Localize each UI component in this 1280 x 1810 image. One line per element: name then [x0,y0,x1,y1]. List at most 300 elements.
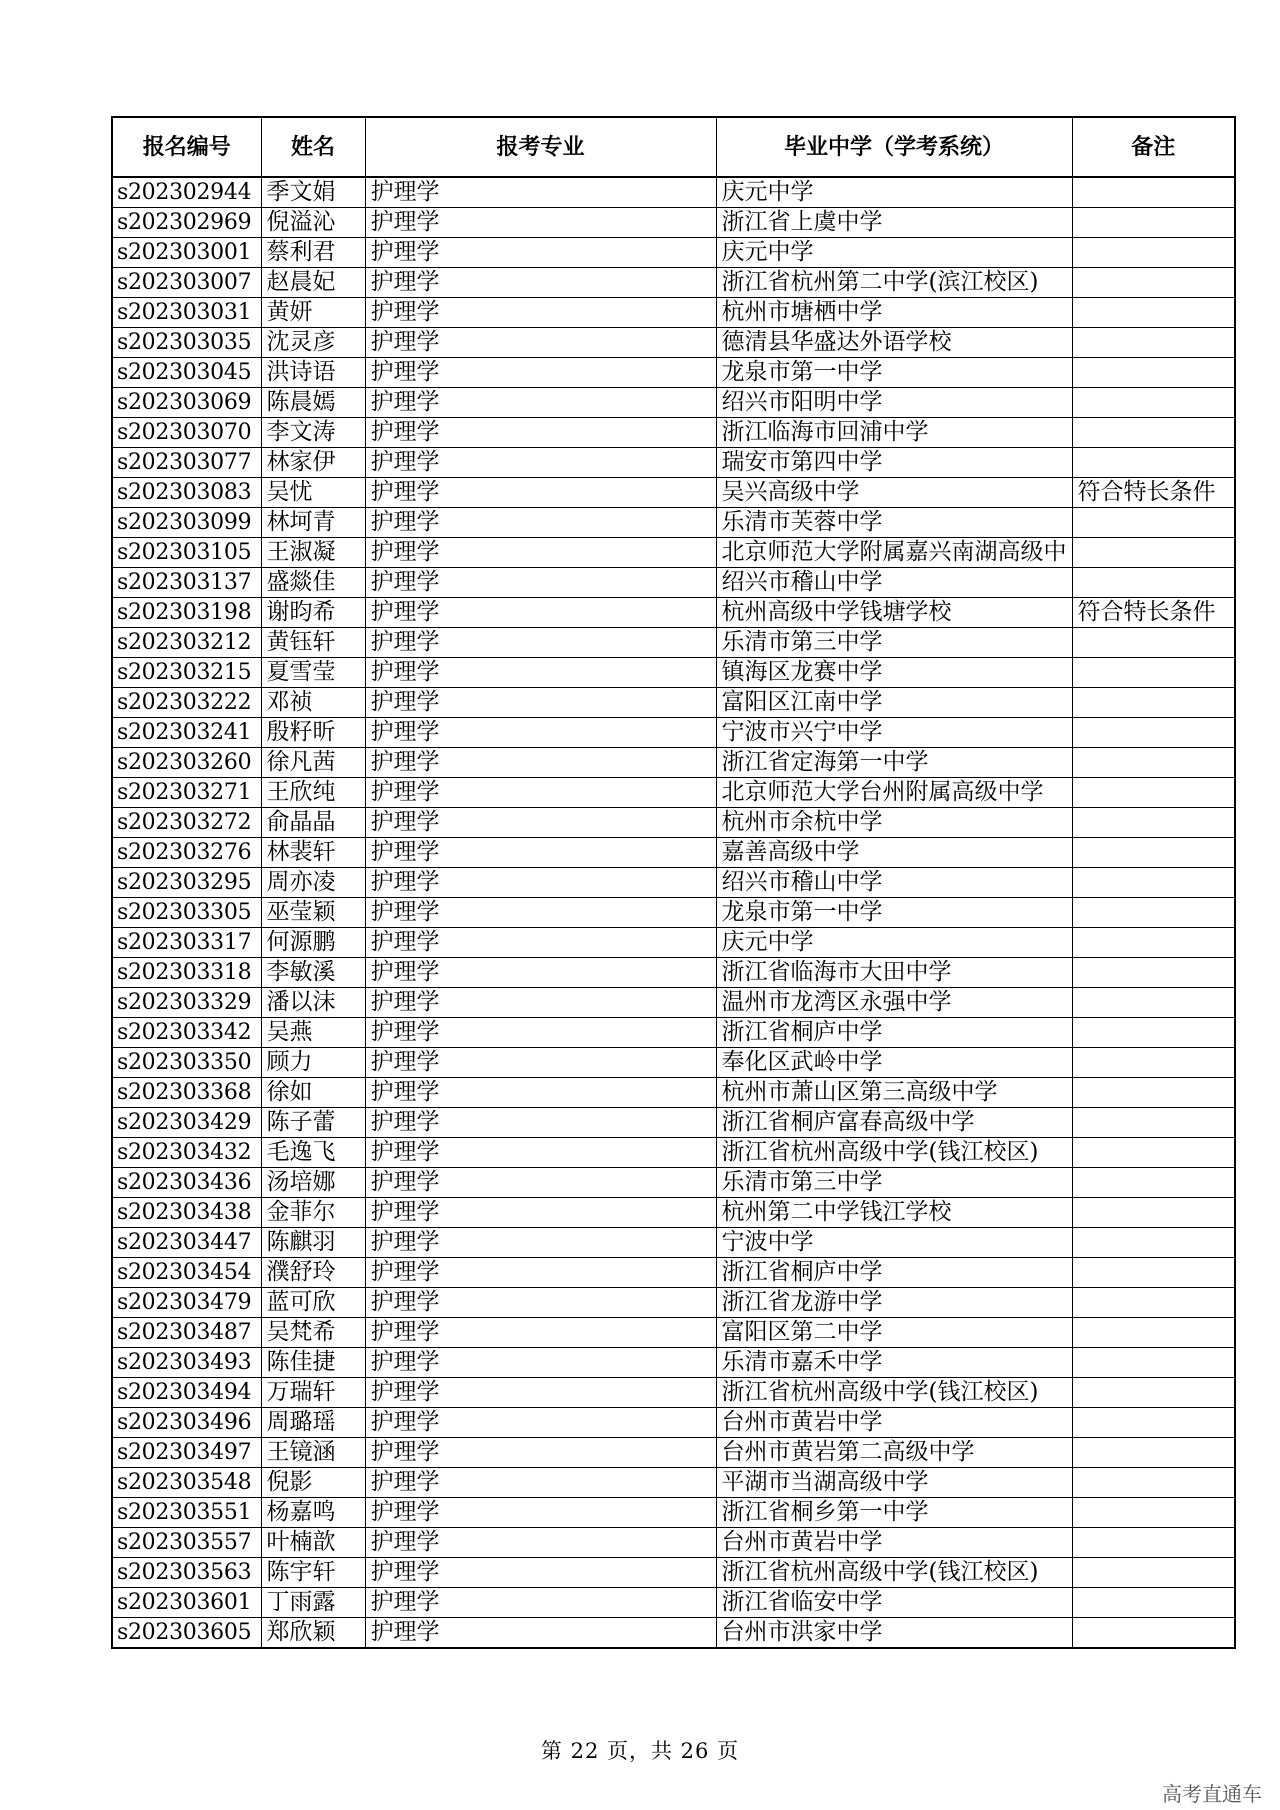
cell-name: 丁雨露 [261,1588,365,1618]
table-body [112,177,1235,1648]
table-row [112,1228,1235,1258]
cell-major: 护理学 [365,298,716,328]
cell-remark [1072,568,1235,598]
cell-remark [1072,1558,1235,1588]
cell-name: 万瑞轩 [261,1378,365,1408]
cell-major: 护理学 [365,1558,716,1588]
table-row [112,928,1235,958]
cell-name: 濮舒玲 [261,1258,365,1288]
cell-registration-id: s202303317 [112,928,261,958]
cell-major: 护理学 [365,328,716,358]
cell-name: 吴忧 [261,478,365,508]
cell-high-school: 庆元中学 [716,177,1072,208]
table-row [112,598,1235,628]
cell-registration-id: s202303479 [112,1288,261,1318]
cell-high-school: 德清县华盛达外语学校 [716,328,1072,358]
cell-high-school: 奉化区武岭中学 [716,1048,1072,1078]
cell-name: 赵晨妃 [261,268,365,298]
cell-high-school: 杭州市塘栖中学 [716,298,1072,328]
table-row [112,1438,1235,1468]
cell-remark [1072,1498,1235,1528]
cell-remark [1072,388,1235,418]
cell-name: 金菲尔 [261,1198,365,1228]
cell-major: 护理学 [365,1288,716,1318]
cell-high-school: 龙泉市第一中学 [716,358,1072,388]
cell-name: 黄钰轩 [261,628,365,658]
cell-remark [1072,898,1235,928]
cell-major: 护理学 [365,1498,716,1528]
cell-high-school: 浙江省桐乡第一中学 [716,1498,1072,1528]
cell-name: 徐凡茜 [261,748,365,778]
cell-registration-id: s202303432 [112,1138,261,1168]
cell-remark [1072,748,1235,778]
cell-name: 陈子蕾 [261,1108,365,1138]
cell-name: 吴梵希 [261,1318,365,1348]
cell-name: 周亦凌 [261,868,365,898]
cell-remark [1072,358,1235,388]
cell-name: 倪溢沁 [261,208,365,238]
cell-high-school: 浙江省桐庐中学 [716,1258,1072,1288]
table-row [112,268,1235,298]
cell-high-school: 乐清市第三中学 [716,1168,1072,1198]
cell-high-school: 台州市洪家中学 [716,1618,1072,1649]
cell-major: 护理学 [365,1048,716,1078]
cell-name: 潘以沫 [261,988,365,1018]
cell-remark [1072,988,1235,1018]
cell-major: 护理学 [365,448,716,478]
cell-major: 护理学 [365,478,716,508]
table-row [112,658,1235,688]
cell-registration-id: s202303350 [112,1048,261,1078]
cell-name: 沈灵彦 [261,328,365,358]
cell-remark [1072,418,1235,448]
cell-registration-id: s202303497 [112,1438,261,1468]
table-row [112,1618,1235,1649]
table-row [112,748,1235,778]
cell-registration-id: s202303496 [112,1408,261,1438]
cell-high-school: 杭州市萧山区第三高级中学 [716,1078,1072,1108]
table-row [112,718,1235,748]
cell-major: 护理学 [365,418,716,448]
header-row [112,117,1235,177]
cell-major: 护理学 [365,868,716,898]
table-row [112,1138,1235,1168]
cell-remark [1072,448,1235,478]
cell-name: 郑欣颖 [261,1618,365,1649]
cell-major: 护理学 [365,1108,716,1138]
cell-registration-id: s202303305 [112,898,261,928]
cell-name: 巫莹颖 [261,898,365,928]
cell-remark [1072,1288,1235,1318]
cell-remark [1072,1198,1235,1228]
cell-registration-id: s202303001 [112,238,261,268]
cell-registration-id: s202303487 [112,1318,261,1348]
cell-remark [1072,628,1235,658]
table-row [112,1258,1235,1288]
cell-remark [1072,658,1235,688]
header-remark: 备注 [1072,117,1235,177]
table-row [112,1198,1235,1228]
cell-remark [1072,268,1235,298]
cell-high-school: 绍兴市稽山中学 [716,568,1072,598]
cell-name: 洪诗语 [261,358,365,388]
cell-registration-id: s202303241 [112,718,261,748]
table-row [112,898,1235,928]
cell-high-school: 杭州高级中学钱塘学校 [716,598,1072,628]
table-row [112,388,1235,418]
table-row [112,1018,1235,1048]
admission-list-table [111,116,1236,1649]
cell-high-school: 浙江省临海市大田中学 [716,958,1072,988]
cell-registration-id: s202303557 [112,1528,261,1558]
cell-major: 护理学 [365,208,716,238]
cell-name: 徐如 [261,1078,365,1108]
cell-remark [1072,958,1235,988]
cell-name: 季文娟 [261,177,365,208]
cell-registration-id: s202303548 [112,1468,261,1498]
cell-major: 护理学 [365,1138,716,1168]
cell-remark: 符合特长条件 [1072,598,1235,628]
cell-high-school: 宁波中学 [716,1228,1072,1258]
cell-name: 倪影 [261,1468,365,1498]
cell-major: 护理学 [365,268,716,298]
cell-registration-id: s202303329 [112,988,261,1018]
cell-registration-id: s202303077 [112,448,261,478]
cell-major: 护理学 [365,838,716,868]
cell-major: 护理学 [365,1198,716,1228]
cell-registration-id: s202302969 [112,208,261,238]
table-row [112,1468,1235,1498]
table-row [112,208,1235,238]
cell-name: 谢昀希 [261,598,365,628]
cell-major: 护理学 [365,1018,716,1048]
table-row [112,1288,1235,1318]
table-row [112,1498,1235,1528]
cell-major: 护理学 [365,1528,716,1558]
table-row [112,298,1235,328]
cell-major: 护理学 [365,238,716,268]
cell-registration-id: s202303215 [112,658,261,688]
table-row [112,868,1235,898]
cell-remark [1072,808,1235,838]
cell-name: 王镜涵 [261,1438,365,1468]
cell-major: 护理学 [365,1078,716,1108]
table-row [112,1108,1235,1138]
cell-high-school: 绍兴市稽山中学 [716,868,1072,898]
cell-name: 叶楠歆 [261,1528,365,1558]
table-row [112,328,1235,358]
cell-high-school: 绍兴市阳明中学 [716,388,1072,418]
cell-registration-id: s202303429 [112,1108,261,1138]
cell-major: 护理学 [365,1228,716,1258]
table-row [112,238,1235,268]
cell-remark [1072,328,1235,358]
cell-name: 毛逸飞 [261,1138,365,1168]
cell-remark [1072,1018,1235,1048]
cell-registration-id: s202303099 [112,508,261,538]
cell-registration-id: s202303295 [112,868,261,898]
cell-high-school: 宁波市兴宁中学 [716,718,1072,748]
table-row [112,628,1235,658]
cell-registration-id: s202303342 [112,1018,261,1048]
cell-high-school: 温州市龙湾区永强中学 [716,988,1072,1018]
cell-major: 护理学 [365,1408,716,1438]
cell-remark [1072,208,1235,238]
cell-name: 盛燚佳 [261,568,365,598]
cell-name: 周璐瑶 [261,1408,365,1438]
table-row [112,418,1235,448]
cell-major: 护理学 [365,1588,716,1618]
cell-major: 护理学 [365,898,716,928]
cell-major: 护理学 [365,177,716,208]
cell-high-school: 北京师范大学附属嘉兴南湖高级中 [716,538,1072,568]
cell-registration-id: s202303454 [112,1258,261,1288]
cell-remark [1072,298,1235,328]
cell-registration-id: s202303105 [112,538,261,568]
table-row [112,1318,1235,1348]
cell-name: 林家伊 [261,448,365,478]
table-row [112,1078,1235,1108]
cell-remark: 符合特长条件 [1072,478,1235,508]
header-registration-id: 报名编号 [112,117,261,177]
cell-name: 蔡利君 [261,238,365,268]
watermark-text: 高考直通车 [1162,1782,1262,1806]
cell-high-school: 富阳区江南中学 [716,688,1072,718]
cell-major: 护理学 [365,1258,716,1288]
table-row [112,688,1235,718]
table-row [112,1378,1235,1408]
cell-remark [1072,868,1235,898]
cell-remark [1072,778,1235,808]
cell-registration-id: s202303551 [112,1498,261,1528]
page-number: 第 22 页，共 26 页 [540,1739,740,1763]
cell-name: 陈佳捷 [261,1348,365,1378]
cell-high-school: 乐清市嘉禾中学 [716,1348,1072,1378]
cell-name: 李敏溪 [261,958,365,988]
cell-major: 护理学 [365,688,716,718]
table-row [112,1048,1235,1078]
cell-name: 陈晨嫣 [261,388,365,418]
cell-high-school: 富阳区第二中学 [716,1318,1072,1348]
cell-remark [1072,1438,1235,1468]
cell-high-school: 浙江省龙游中学 [716,1288,1072,1318]
cell-name: 蓝可欣 [261,1288,365,1318]
cell-high-school: 浙江省定海第一中学 [716,748,1072,778]
cell-high-school: 浙江省上虞中学 [716,208,1072,238]
cell-registration-id: s202303438 [112,1198,261,1228]
table-row [112,808,1235,838]
cell-registration-id: s202303318 [112,958,261,988]
cell-high-school: 平湖市当湖高级中学 [716,1468,1072,1498]
cell-major: 护理学 [365,778,716,808]
cell-name: 李文涛 [261,418,365,448]
table-row [112,538,1235,568]
cell-high-school: 浙江临海市回浦中学 [716,418,1072,448]
cell-high-school: 浙江省杭州高级中学(钱江校区) [716,1378,1072,1408]
cell-registration-id: s202303137 [112,568,261,598]
cell-high-school: 浙江省杭州第二中学(滨江校区) [716,268,1072,298]
table-row [112,508,1235,538]
cell-high-school: 庆元中学 [716,238,1072,268]
cell-high-school: 瑞安市第四中学 [716,448,1072,478]
cell-major: 护理学 [365,1378,716,1408]
cell-name: 陈麒羽 [261,1228,365,1258]
cell-major: 护理学 [365,538,716,568]
cell-major: 护理学 [365,598,716,628]
cell-major: 护理学 [365,808,716,838]
cell-remark [1072,1378,1235,1408]
cell-remark [1072,1138,1235,1168]
cell-major: 护理学 [365,358,716,388]
table-row [112,358,1235,388]
cell-remark [1072,1468,1235,1498]
cell-remark [1072,1078,1235,1108]
cell-remark [1072,1108,1235,1138]
cell-major: 护理学 [365,568,716,598]
cell-remark [1072,718,1235,748]
cell-name: 陈宇轩 [261,1558,365,1588]
cell-registration-id: s202303605 [112,1618,261,1649]
cell-high-school: 浙江省临安中学 [716,1588,1072,1618]
table-row [112,1528,1235,1558]
cell-high-school: 台州市黄岩中学 [716,1408,1072,1438]
cell-registration-id: s202303070 [112,418,261,448]
cell-registration-id: s202303222 [112,688,261,718]
cell-high-school: 镇海区龙赛中学 [716,658,1072,688]
cell-major: 护理学 [365,658,716,688]
cell-high-school: 龙泉市第一中学 [716,898,1072,928]
cell-registration-id: s202303035 [112,328,261,358]
cell-remark [1072,1348,1235,1378]
cell-major: 护理学 [365,508,716,538]
header-high-school: 毕业中学（学考系统） [716,117,1072,177]
cell-remark [1072,1528,1235,1558]
cell-name: 俞晶晶 [261,808,365,838]
cell-remark [1072,1618,1235,1649]
cell-registration-id: s202303271 [112,778,261,808]
cell-registration-id: s202303276 [112,838,261,868]
cell-name: 汤培娜 [261,1168,365,1198]
table-row [112,478,1235,508]
cell-name: 王欣纯 [261,778,365,808]
table-row [112,568,1235,598]
cell-registration-id: s202303601 [112,1588,261,1618]
cell-high-school: 吴兴高级中学 [716,478,1072,508]
cell-high-school: 台州市黄岩第二高级中学 [716,1438,1072,1468]
cell-registration-id: s202303083 [112,478,261,508]
cell-name: 林坷青 [261,508,365,538]
cell-major: 护理学 [365,718,716,748]
cell-registration-id: s202303260 [112,748,261,778]
cell-registration-id: s202303272 [112,808,261,838]
cell-remark [1072,538,1235,568]
cell-registration-id: s202303198 [112,598,261,628]
header-name: 姓名 [261,117,365,177]
cell-registration-id: s202303007 [112,268,261,298]
cell-name: 杨嘉鸣 [261,1498,365,1528]
cell-remark [1072,1228,1235,1258]
cell-name: 吴燕 [261,1018,365,1048]
cell-high-school: 乐清市芙蓉中学 [716,508,1072,538]
table-row [112,988,1235,1018]
cell-major: 护理学 [365,928,716,958]
cell-remark [1072,688,1235,718]
cell-remark [1072,177,1235,208]
table-header [112,117,1235,177]
cell-high-school: 浙江省桐庐富春高级中学 [716,1108,1072,1138]
cell-major: 护理学 [365,958,716,988]
cell-remark [1072,1258,1235,1288]
cell-major: 护理学 [365,1618,716,1649]
cell-registration-id: s202303368 [112,1078,261,1108]
cell-high-school: 嘉善高级中学 [716,838,1072,868]
cell-remark [1072,1168,1235,1198]
cell-remark [1072,1408,1235,1438]
cell-remark [1072,1048,1235,1078]
header-major: 报考专业 [365,117,716,177]
cell-remark [1072,508,1235,538]
cell-high-school: 乐清市第三中学 [716,628,1072,658]
table-row [112,1588,1235,1618]
cell-name: 顾力 [261,1048,365,1078]
cell-high-school: 台州市黄岩中学 [716,1528,1072,1558]
cell-name: 夏雪莹 [261,658,365,688]
cell-major: 护理学 [365,1438,716,1468]
table-row [112,1168,1235,1198]
cell-major: 护理学 [365,628,716,658]
cell-high-school: 浙江省杭州高级中学(钱江校区) [716,1138,1072,1168]
cell-registration-id: s202303069 [112,388,261,418]
cell-remark [1072,1318,1235,1348]
table-row [112,838,1235,868]
cell-major: 护理学 [365,988,716,1018]
cell-name: 王淑凝 [261,538,365,568]
cell-major: 护理学 [365,1468,716,1498]
table-row [112,448,1235,478]
cell-registration-id: s202303045 [112,358,261,388]
cell-major: 护理学 [365,748,716,778]
cell-major: 护理学 [365,1348,716,1378]
cell-name: 林裴轩 [261,838,365,868]
table-row [112,1408,1235,1438]
cell-high-school: 庆元中学 [716,928,1072,958]
cell-name: 黄妍 [261,298,365,328]
cell-high-school: 杭州第二中学钱江学校 [716,1198,1072,1228]
cell-high-school: 杭州市余杭中学 [716,808,1072,838]
cell-name: 邓祯 [261,688,365,718]
cell-registration-id: s202302944 [112,177,261,208]
table-row [112,958,1235,988]
cell-registration-id: s202303494 [112,1378,261,1408]
cell-remark [1072,1588,1235,1618]
table-row [112,1558,1235,1588]
table-row [112,778,1235,808]
cell-registration-id: s202303493 [112,1348,261,1378]
cell-major: 护理学 [365,1168,716,1198]
table-row [112,177,1235,208]
cell-high-school: 北京师范大学台州附属高级中学 [716,778,1072,808]
cell-major: 护理学 [365,388,716,418]
cell-major: 护理学 [365,1318,716,1348]
cell-remark [1072,238,1235,268]
cell-registration-id: s202303563 [112,1558,261,1588]
cell-high-school: 浙江省杭州高级中学(钱江校区) [716,1558,1072,1588]
cell-remark [1072,838,1235,868]
cell-registration-id: s202303447 [112,1228,261,1258]
cell-high-school: 浙江省桐庐中学 [716,1018,1072,1048]
cell-name: 殷籽昕 [261,718,365,748]
table-row [112,1348,1235,1378]
